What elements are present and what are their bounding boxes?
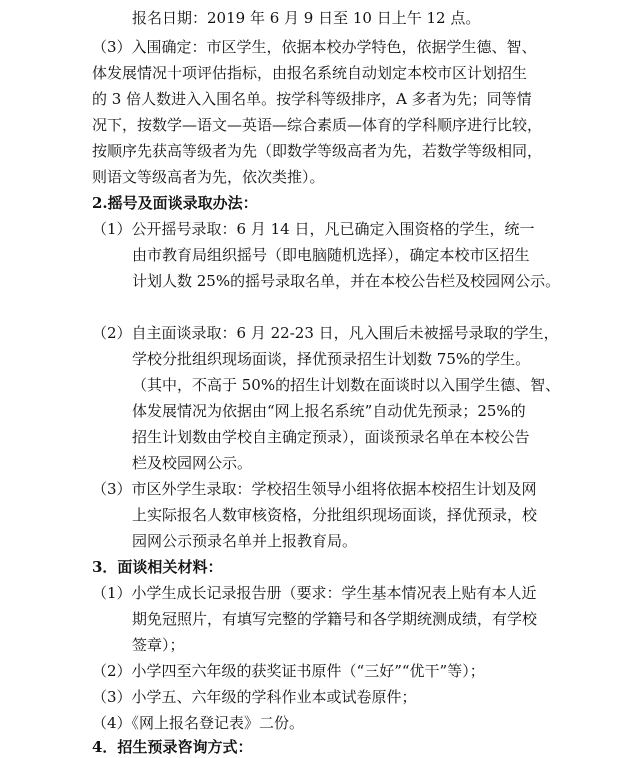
list-item-homework: （3）小学五、六年级的学科作业本或试卷原件； [92,688,417,706]
paragraph-line: （其中，不高于 50%的招生计划数在面谈时以入围学生德、智、 [132,376,561,394]
paragraph-line: 栏及校园网公示。 [132,454,253,472]
list-item-registration-form: （4）《网上报名登记表》二份。 [92,714,305,732]
paragraph-line: 况下，按数学—语文—英语—综合素质—体育的学科顺序进行比较， [92,116,543,134]
admission-shortlist-line: （3）入围确定：市区学生，依据本校办学特色，依据学生德、智、 [92,38,537,56]
list-item-interview: （2）自主面谈录取：6 月 22-23 日，凡入围后未被摇号录取的学生， [92,324,559,342]
section-heading-inquiry: 4．招生预录咨询方式： [92,738,253,756]
section-heading-lottery: 2.摇号及面谈录取办法： [92,194,258,212]
paragraph-line: 体发展情况十项评估指标，由报名系统自动划定本校市区计划招生 [92,64,528,82]
paragraph-line: 招生计划数由学校自主确定预录），面谈预录名单在本校公告 [132,428,530,446]
paragraph-line: 按顺序先获高等级者为先（即数学等级高者为先，若数学等级相同， [92,142,543,160]
section-heading-materials: 3．面谈相关材料： [92,558,223,576]
list-item-outside-city: （3）市区外学生录取：学校招生领导小组将依据本校招生计划及网 [92,480,537,498]
paragraph-line: 的 3 倍人数进入入围名单。按学科等级排序，A 多者为先；同等情 [92,90,532,108]
paragraph-line: 上实际报名人数审核资格，分批组织现场面谈，择优预录，校 [132,506,538,524]
paragraph-line: 学校分批组织现场面谈，择优预录招生计划数 75%的学生。 [132,350,531,368]
list-item-certificates: （2）小学四至六年级的获奖证书原件（“三好”“优干”等）； [92,662,485,680]
paragraph-line: 园网公示预录名单并上报教育局。 [132,532,358,550]
list-item-growth-record: （1）小学生成长记录报告册（要求：学生基本情况表上贴有本人近 [92,584,537,602]
paragraph-line: 由市教育局组织摇号（即电脑随机选择），确定本校市区招生 [132,246,530,264]
paragraph-line: 期免冠照片，有填写完整的学籍号和各学期统测成绩，有学校 [132,610,538,628]
paragraph-line: 则语文等级高者为先，依次类推）。 [92,168,325,186]
paragraph-line: 计划人数 25%的摇号录取名单，并在本校公告栏及校园网公示。 [132,272,561,290]
list-item-lottery: （1）公开摇号录取：6 月 14 日，凡已确定入围资格的学生，统一 [92,220,535,238]
paragraph-line: 签章）； [132,636,185,654]
paragraph-line: 体发展情况为依据由“网上报名系统”自动优先预录；25%的 [132,402,526,420]
registration-date-line: 报名日期：2019 年 6 月 9 日至 10 日上午 12 点。 [132,9,481,27]
